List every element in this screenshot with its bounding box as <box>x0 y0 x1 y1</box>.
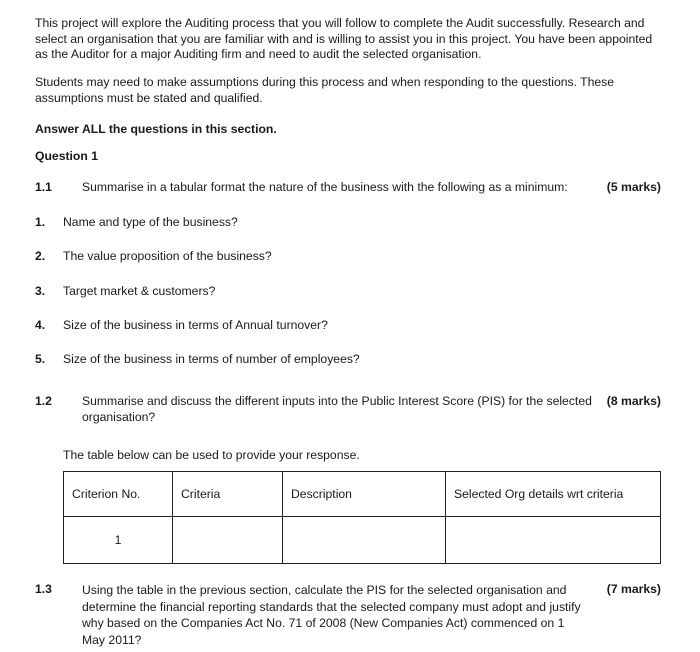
list-item: Target market & customers? <box>63 284 216 298</box>
question-text-1-1: Summarise in a tabular format the nature of the business with the following as a minimum: <box>82 180 568 194</box>
table-header-criterion-no: Criterion No. <box>64 472 173 517</box>
list-item-number: 5. <box>35 352 46 366</box>
table-header-criteria: Criteria <box>173 472 283 517</box>
question-text-1-2: Summarise and discuss the different inputs into the Public Interest Score (PIS) for the selected organisation? <box>82 394 592 424</box>
table-cell: 1 <box>64 517 173 564</box>
table-intro-text: The table below can be used to provide your response. <box>63 448 360 462</box>
list-item-number: 2. <box>35 249 46 263</box>
list-item: The value proposition of the business? <box>63 249 272 263</box>
question-text-1-3: Using the table in the previous section, calculate the PIS for the selected organisation and determine the financial reporting standards that the selected company must adopt and justify why based on the Companies Act No. 71 of 2008 (New Companies Act) commenced on 1 May 2011? <box>82 583 581 647</box>
table-cell <box>446 517 661 564</box>
question-number-1-2: 1.2 <box>35 394 52 408</box>
table-header-description: Description <box>283 472 446 517</box>
list-item-number: 4. <box>35 318 46 332</box>
list-item: Size of the business in terms of number of employees? <box>63 352 360 366</box>
list-item: Size of the business in terms of Annual turnover? <box>63 318 328 332</box>
table-cell <box>283 517 446 564</box>
intro-paragraph-1: This project will explore the Auditing process that you will follow to complete the Audit successfully. Research and select an organisation that you are familiar with and is willing to assist you in this project. You have been appointed as the Auditor for a major Auditing firm and need to audit the selected organisation. <box>35 16 653 61</box>
table-header-row <box>64 472 661 517</box>
pis-table <box>63 471 661 564</box>
list-item-number: 3. <box>35 284 46 298</box>
intro-paragraph-2: Students may need to make assumptions during this process and when responding to the questions. These assumptions must be stated and qualified. <box>35 75 615 105</box>
question-number-1-1: 1.1 <box>35 180 52 194</box>
question-heading: Question 1 <box>35 149 98 163</box>
table-row <box>64 517 661 564</box>
marks-1-1: (5 marks) <box>606 180 661 194</box>
list-item-number: 1. <box>35 215 46 229</box>
question-number-1-3: 1.3 <box>35 582 52 596</box>
instruction-text: Answer ALL the questions in this section. <box>35 122 277 136</box>
table-header-selected-org: Selected Org details wrt criteria <box>446 472 661 517</box>
marks-1-2: (8 marks) <box>606 394 661 408</box>
marks-1-3: (7 marks) <box>606 582 661 596</box>
list-item: Name and type of the business? <box>63 215 238 229</box>
table-cell <box>173 517 283 564</box>
